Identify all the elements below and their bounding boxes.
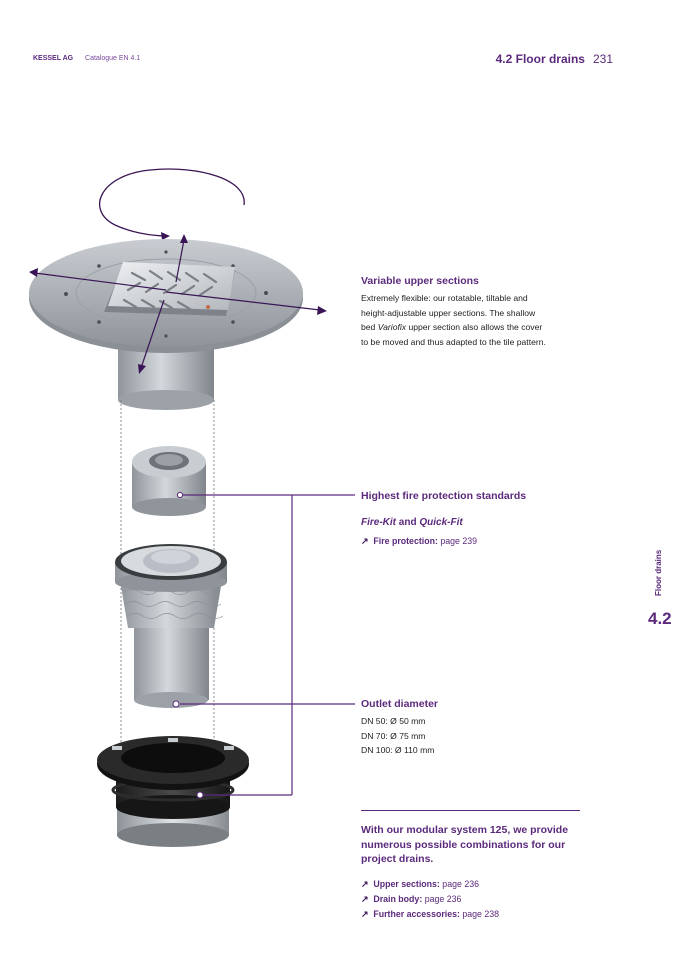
variable-upper-heading: Variable upper sections [361, 275, 479, 287]
company-name: KESSEL AG [33, 55, 74, 62]
sealing-flange [97, 736, 249, 847]
link-label: Further accessories: [373, 908, 460, 919]
variable-upper-block [361, 275, 586, 349]
fire-heading: Highest fire protection standards [361, 490, 527, 502]
fire-kit-insert [132, 446, 206, 516]
drain-body [115, 544, 227, 708]
outlet-block [361, 698, 586, 758]
text-line: height-adjustable upper sections. The shallow [361, 307, 536, 318]
callout-dot [177, 492, 182, 497]
callout-dot [173, 701, 179, 707]
variofix-term: Variofix [377, 322, 407, 333]
arrow-up-right-icon: ↗ [361, 536, 369, 546]
further-accessories-link[interactable] [361, 907, 601, 922]
outlet-rows [361, 714, 586, 758]
link-label: Drain body: [373, 893, 423, 904]
side-tab-number: 4.2 [648, 609, 672, 628]
link-label: Fire protection: [373, 536, 438, 546]
heading-line: With our modular system 125, we provide [361, 824, 569, 836]
quick-fit-label: Quick-Fit [419, 517, 463, 528]
arrow-up-right-icon: ↗ [361, 893, 369, 904]
separator [361, 810, 580, 811]
link-page: page 236 [422, 893, 462, 904]
and-label: and [396, 517, 420, 528]
upper-sections-link[interactable] [361, 877, 601, 892]
link-page: page 238 [459, 908, 500, 919]
callout-dot [197, 792, 203, 798]
text-line: bed [361, 322, 378, 333]
text-line: Extremely flexible: our rotatable, tiltable and [361, 293, 528, 303]
fire-protection-link[interactable] [361, 534, 586, 549]
heading-line: numerous possible combinations for our [361, 838, 566, 851]
outlet-heading: Outlet diameter [361, 698, 439, 710]
variable-upper-text [361, 291, 586, 349]
fire-subheading [361, 517, 586, 528]
section-title: 4.2 Floor drains [495, 52, 585, 66]
fire-block [361, 490, 586, 549]
fire-kit-label: Fire-Kit [361, 517, 396, 528]
heading-line: project drains. [361, 853, 434, 865]
outlet-row: DN 100: Ø 110 mm [361, 745, 435, 756]
catalogue-name: Catalogue EN 4.1 [85, 55, 141, 62]
rotation-arrow-icon [100, 169, 245, 240]
arrow-up-right-icon: ↗ [361, 878, 369, 889]
link-label: Upper sections: [373, 878, 440, 889]
drain-body-link[interactable] [361, 892, 601, 907]
upper-section [29, 239, 303, 410]
text-line: upper section also allows the cover [406, 322, 543, 333]
modular-heading [361, 823, 601, 867]
link-page: page 239 [437, 536, 478, 546]
link-page: page 236 [439, 878, 479, 889]
page-number: 231 [592, 52, 613, 66]
arrow-up-right-icon: ↗ [361, 908, 369, 919]
side-tab-label: Floor drains [654, 549, 663, 596]
outlet-row: DN 50: Ø 50 mm [361, 716, 426, 726]
modular-block [361, 823, 601, 922]
outlet-row: DN 70: Ø 75 mm [361, 730, 426, 741]
text-line: to be moved and thus adapted to the tile pattern. [361, 336, 546, 347]
modular-links [361, 877, 601, 922]
